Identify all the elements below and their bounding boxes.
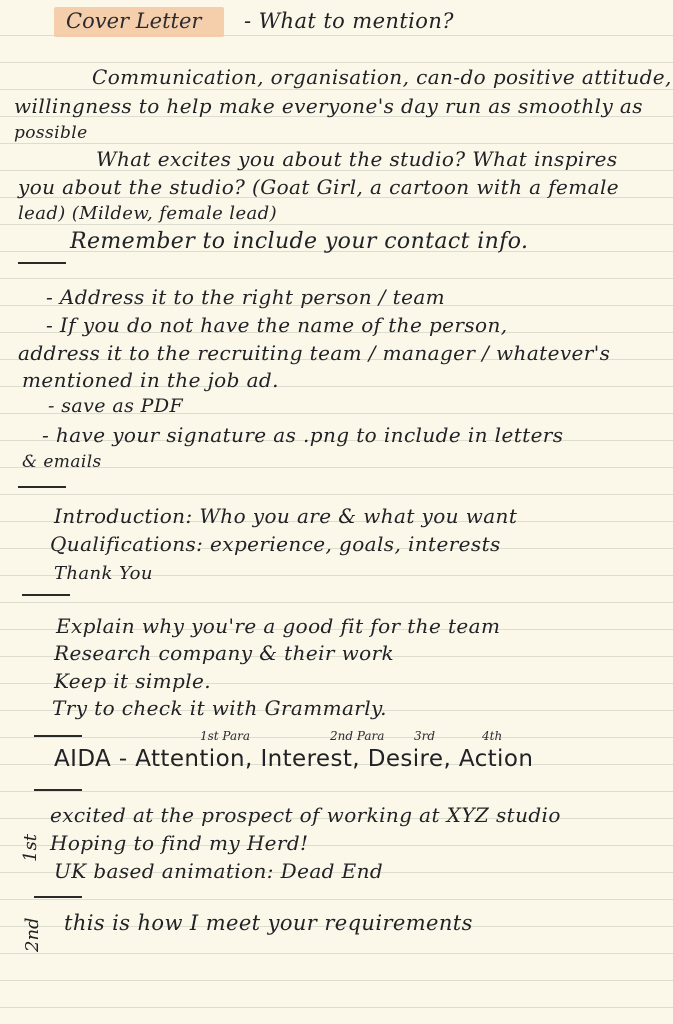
- first-para-excited: excited at the prospect of working at XYZ studio: [50, 803, 561, 827]
- first-para-herd: Hoping to find my Herd!: [50, 831, 309, 855]
- bullet-signature-cont: & emails: [22, 452, 102, 472]
- aida-heading: AIDA - Attention, Interest, Desire, Action: [54, 746, 534, 772]
- aida-label-4th: 4th: [482, 729, 503, 743]
- bullet-pdf: - save as PDF: [48, 395, 184, 417]
- paragraph2-line1: What excites you about the studio? What inspires: [96, 147, 618, 171]
- aida-label-1st: 1st Para: [200, 729, 251, 743]
- contact-reminder: Remember to include your contact info.: [70, 229, 529, 254]
- paragraph1-line2: willingness to help make everyone's day run as smoothly as: [14, 94, 643, 118]
- tip-grammarly: Try to check it with Grammarly.: [52, 696, 387, 720]
- divider-1: [18, 262, 66, 264]
- bullet-no-name-cont1: address it to the recruiting team / manager / whatever's: [18, 341, 611, 365]
- paragraph2-line3: lead) (Mildew, female lead): [18, 203, 277, 224]
- second-para-marker: 2nd: [22, 917, 43, 952]
- paragraph1-line3: possible: [14, 123, 88, 143]
- aida-label-3rd: 3rd: [414, 729, 436, 743]
- bullet-signature: - have your signature as .png to include in letters: [42, 423, 564, 447]
- paragraph1-line1: Communication, organisation, can-do positive attitude,: [92, 65, 672, 89]
- structure-introduction: Introduction: Who you are & what you want: [54, 504, 518, 528]
- title-suffix: - What to mention?: [244, 9, 454, 33]
- divider-5: [34, 789, 82, 791]
- tip-good-fit: Explain why you're a good fit for the team: [56, 614, 501, 638]
- bullet-no-name: - If you do not have the name of the person,: [46, 313, 508, 337]
- note-title: Cover Letter: [66, 9, 202, 33]
- divider-4: [34, 735, 82, 737]
- aida-label-2nd: 2nd Para: [330, 729, 385, 743]
- structure-qualifications: Qualifications: experience, goals, interests: [50, 532, 501, 556]
- bullet-no-name-cont2: mentioned in the job ad.: [22, 368, 279, 392]
- divider-2: [18, 486, 66, 488]
- first-para-marker: 1st: [20, 834, 41, 862]
- second-para-requirements: this is how I meet your requirements: [64, 911, 473, 935]
- bullet-address: - Address it to the right person / team: [46, 285, 446, 309]
- structure-thank-you: Thank You: [54, 563, 153, 584]
- divider-6: [34, 896, 82, 898]
- tip-research: Research company & their work: [54, 641, 395, 665]
- first-para-dead-end: UK based animation: Dead End: [54, 859, 384, 883]
- tip-simple: Keep it simple.: [54, 669, 212, 693]
- paragraph2-line2: you about the studio? (Goat Girl, a cartoon with a female: [18, 175, 619, 199]
- divider-3: [22, 594, 70, 596]
